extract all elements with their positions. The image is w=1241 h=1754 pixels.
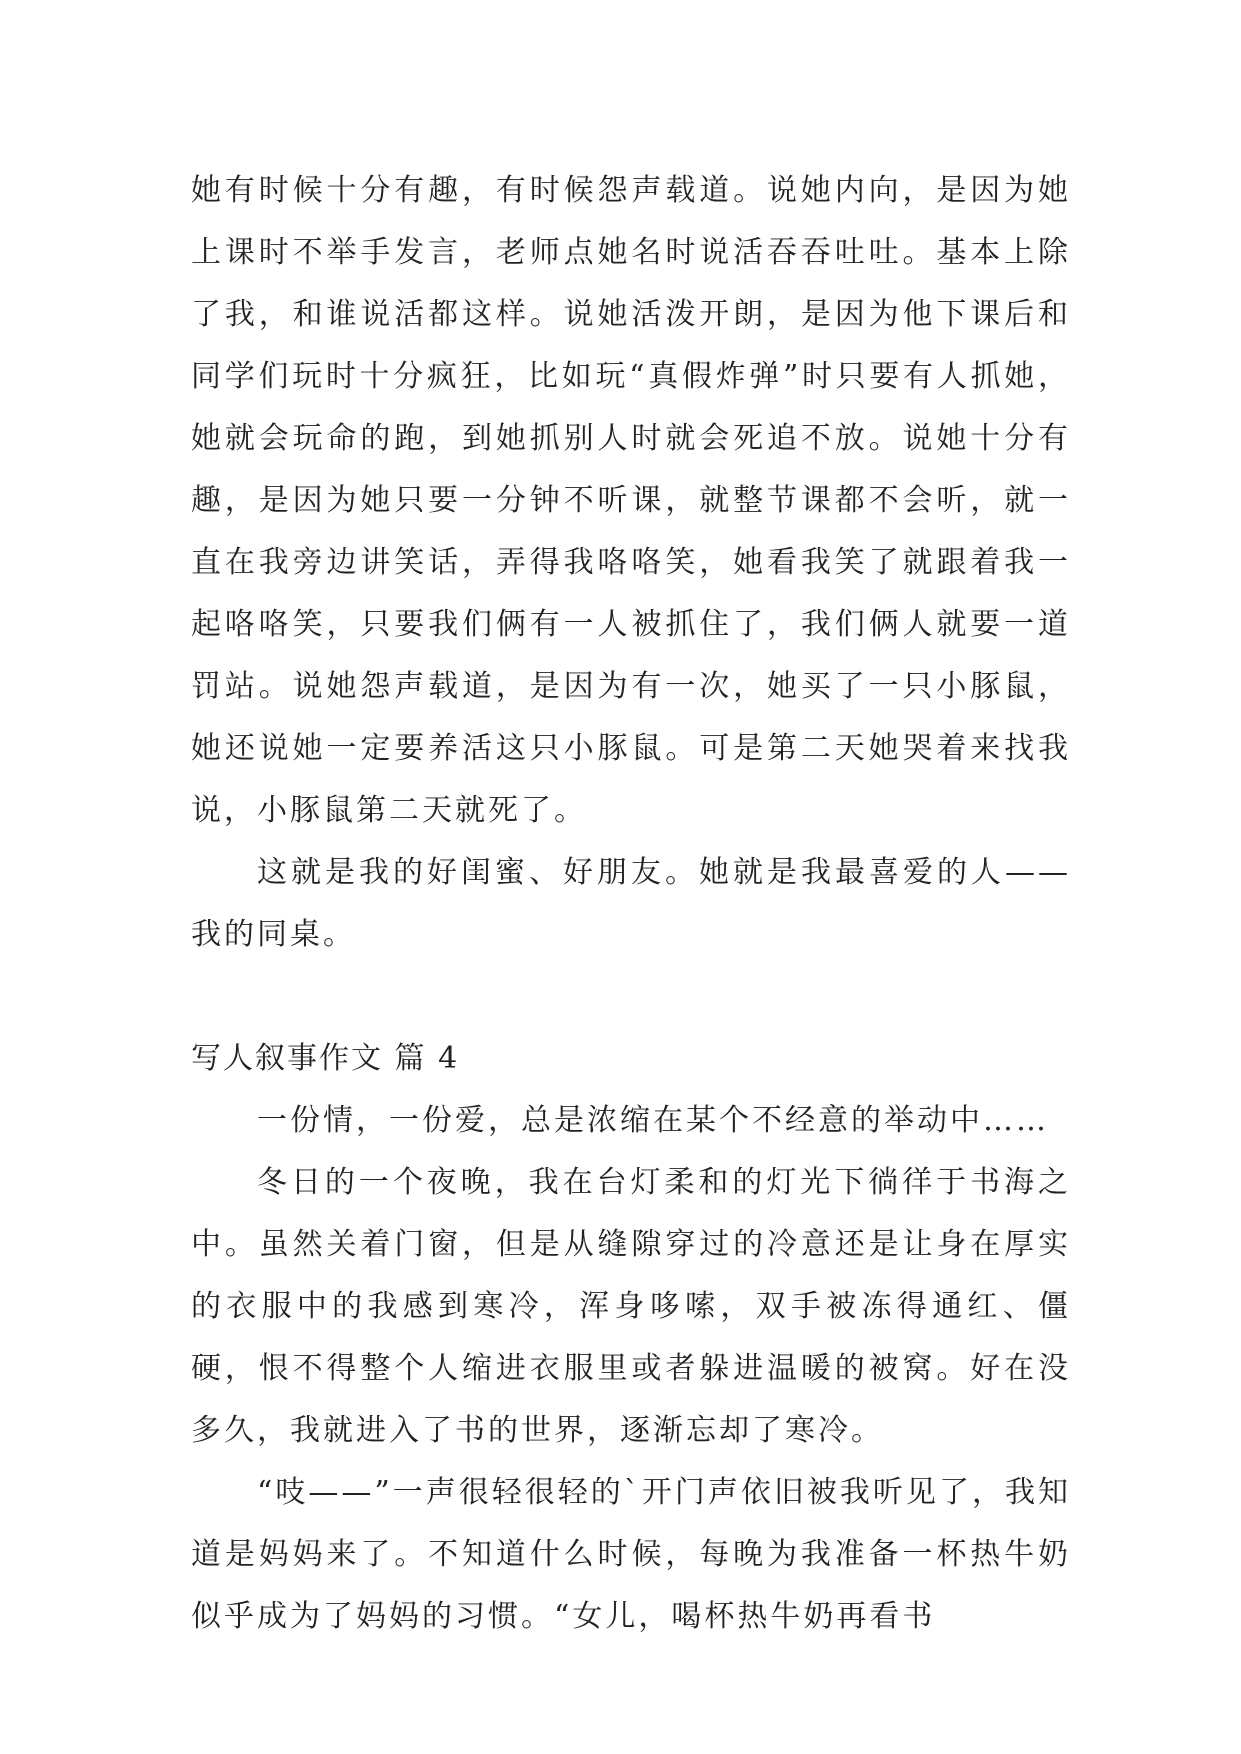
paragraph-classmate-conclusion: 这就是我的好闺蜜、好朋友。她就是我最喜爱的人——我的同桌。 <box>191 855 1071 952</box>
section-heading: 写人叙事作文 篇 4 <box>191 1041 460 1076</box>
paragraph-classmate-description: 她有时候十分有趣，有时候怨声载道。说她内向，是因为她上课时不举手发言，老师点她名时说活吞吞吐吐。基本上除了我，和谁说活都这样。说她活泼开朗，是因为他下课后和同学们玩时十分疯狂，比如玩“真假炸弹”时只要有人抓她，她就会玩命的跑，到她抓别人时就会死追不放。说她十分有趣，是因为她只要一分钟不听课，就整节课都不会听，就一直在我旁边讲笑话，弄得我咯咯笑，她看我笑了就跟着我一起咯咯笑，只要我们俩有一人被抓住了，我们俩人就要一道罚站。说她怨声载道，是因为有一次，她买了一只小豚鼠，她还说她一定要养活这只小豚鼠。可是第二天她哭着来找我说，小豚鼠第二天就死了。 <box>191 173 1071 828</box>
paragraph-door-sound: “吱——”一声很轻很轻的`开门声依旧被我听见了，我知道是妈妈来了。不知道什么时候，每晚为我准备一杯热牛奶似乎成为了妈妈的习惯。“女儿，喝杯热牛奶再看书 <box>191 1475 1071 1634</box>
paragraph-intro: 一份情，一份爱，总是浓缩在某个不经意的举动中…… <box>257 1103 1049 1138</box>
document-body <box>191 160 1071 1648</box>
paragraph-winter-night: 冬日的一个夜晚，我在台灯柔和的灯光下徜徉于书海之中。虽然关着门窗，但是从缝隙穿过的冷意还是让身在厚实的衣服中的我感到寒冷，浑身哆嗦，双手被冻得通红、僵硬，恨不得整个人缩进衣服里或者躲进温暖的被窝。好在没多久，我就进入了书的世界，逐渐忘却了寒冷。 <box>191 1165 1071 1448</box>
